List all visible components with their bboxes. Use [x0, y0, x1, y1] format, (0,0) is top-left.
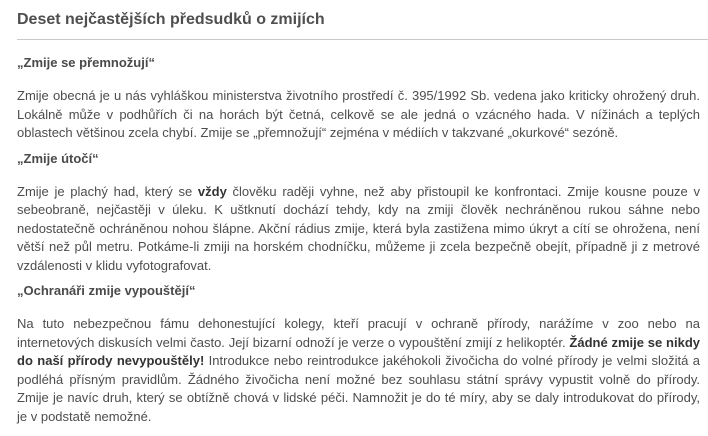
paragraph-text: Zmije obecná je u nás vyhláškou ministerstva životního prostředí č. 395/1992 Sb. vedena jako kriticky ohrožený druh. Lokálně může v podhůřích či na horách být četná, celkově se ale jedná o vzácného hada. V nížinách a teplých oblastech většinou zcela chybí. Zmije se „přemnožují“ zejména v médiích v takzvané „okurkové“ sezóně. — [17, 88, 700, 140]
section-heading: „Zmije útočí“ — [17, 150, 99, 166]
paragraph-text: Zmije je plachý had, který se — [17, 183, 198, 199]
section-paragraph — [17, 183, 700, 276]
section-heading: „Ochranáři zmije vypouštějí“ — [17, 283, 196, 298]
emphasis-text: vždy — [197, 183, 227, 199]
title-divider — [17, 39, 708, 40]
emphasis-text: Žádné zmije se nikdy do naší přírody nevypouštěly! — [17, 334, 700, 368]
paragraph-text: Introdukce nebo reintrodukce jakéhokoli živočicha do volné přírody je velmi složitá a podléhá přísným pravidlům. Žádného živočicha není možné bez souhlasu státní správy vypustit volně do přírody. Zmije je navíc druh, který se obtížně chová v lidské péči. Namnožit je do té míry, aby se daly introdukovat do přírody, je v podstatě nemožné. — [17, 353, 700, 424]
section-paragraph — [17, 315, 700, 426]
paragraph-text: Na tuto nebezpečnou fámu dehonestující kolegy, kteří pracují v ochraně přírody, narážíme v zoo nebo na internetových diskusích velmi často. Její bizarní odnoží je verze o vypouštění zmijí z helikoptér. — [17, 316, 700, 350]
section-heading: „Zmije se přemnožují“ — [17, 55, 155, 70]
paragraph-text: člověku raději vyhne, než aby přistoupil ke konfrontaci. Zmije kousne pouze v sebeobraně, nejčastěji v úleku. K uštknutí dochází tehdy, kdy na zmiji člověk nechráněnou rukou sáhne nebo nedostatečně ochráněnou nohou šlápne. Akční rádius zmije, která byla zastižena mimo úkryt a cítí se ohrožena, není větší než půl metru. Potkáme-li zmiji na horském chodníčku, můžeme ji zcela bezpečně obejít, případně ji z metrové vzdálenosti v klidu vyfotografovat. — [17, 183, 700, 273]
section-paragraph — [17, 87, 700, 143]
page-title: Deset nejčastějších předsudků o zmijích — [17, 11, 325, 28]
